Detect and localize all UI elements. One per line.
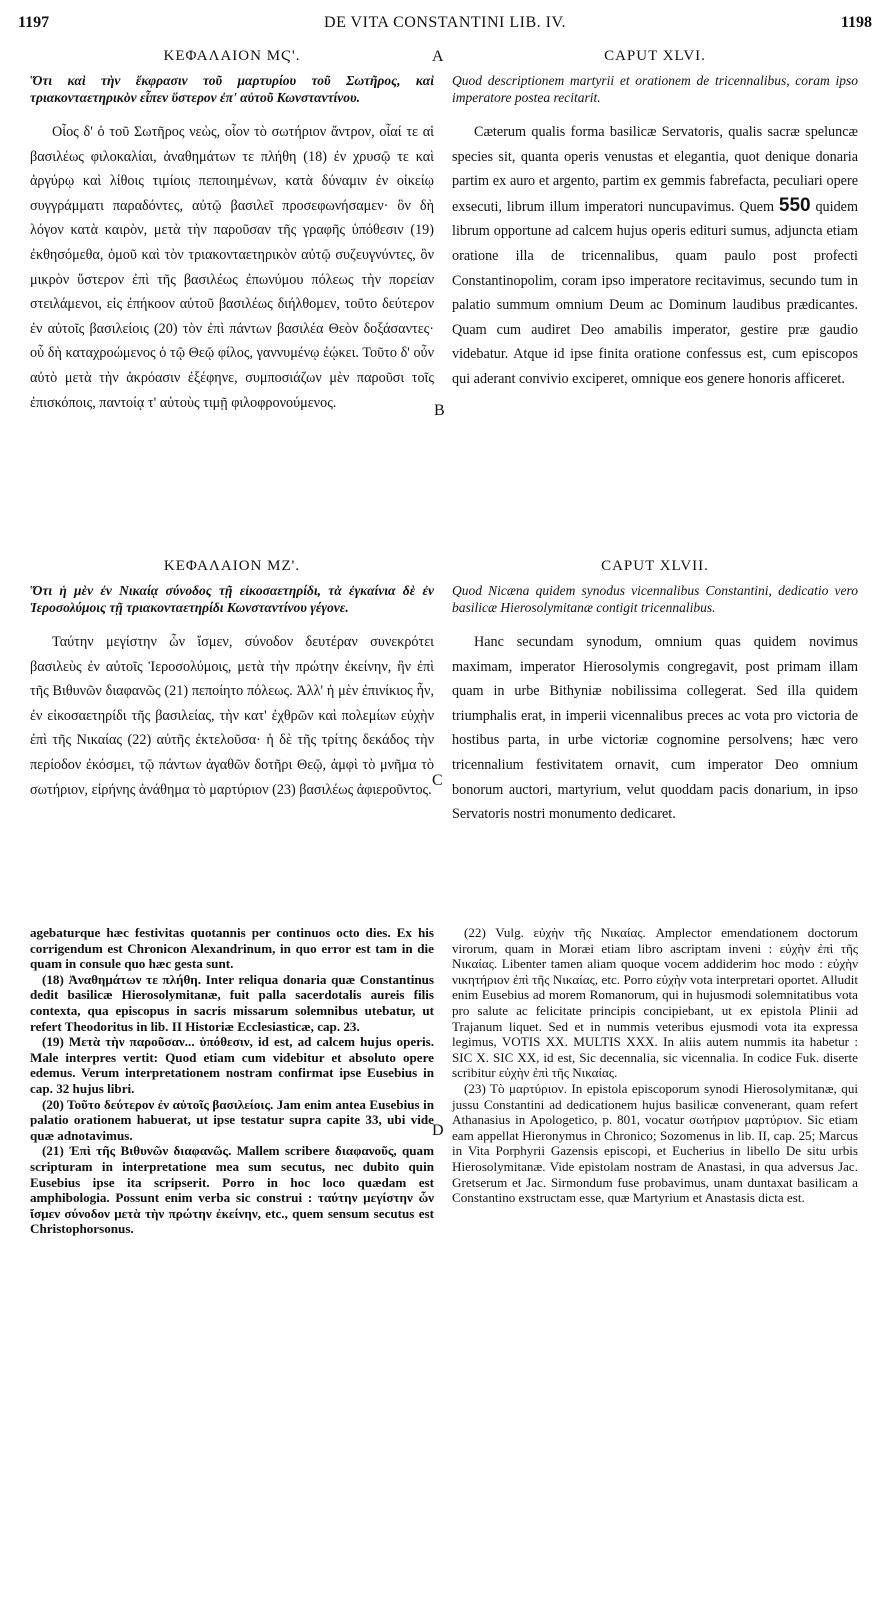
- chapter-heading: CAPUT XLVI.: [604, 48, 706, 64]
- footnotes-left: [30, 925, 434, 1237]
- footnote: (21) Ἐπὶ τῆς Βιθυνῶν διαφανῶς. Mallem scribere διαφανοῦς, quam scripturam in interpretatione mea sum secutus, nec dubito quin Eusebius ipse ita scripserit. Porro in hoc loco quædam est amphibologia. Possunt enim verba sic construi : ταύτην μεγίστην ὧν ἴσμεν σύνοδον μετὰ τὴν πρώτην ἐκείνην, etc., quem sensum secutus est Christophorsonus.: [30, 1143, 434, 1237]
- margin-letter-b: B: [434, 402, 445, 419]
- chapter-summary: Ὅτι ἡ μὲν ἐν Νικαίᾳ σύνοδος τῇ εἰκοσαετηρίδι, τὰ ἐγκαίνια δὲ ἐν Ἱεροσολύμοις τῇ τριακονταετηρίδι Κωνσταντίνου γέγονε.: [30, 583, 434, 615]
- page-number-left: 1197: [18, 14, 50, 31]
- chapter-text: Οἷος δ' ὁ τοῦ Σωτῆρος νεὼς, οἷον τὸ σωτήριον ἄντρον, οἷαί τε αἱ βασιλέως φιλοκαλίαι, ἀναθημάτων τε πλήθη (18) ἐν χρυσῷ τε καὶ ἀργύρῳ καὶ λίθοις τιμίοις πεποιημένων, κατὰ δύναμιν ἐν οἰκείῳ συγγράμματι παραδόντες, αὐτῷ βασιλεῖ προσεφωνήσαμεν· ὃν δὴ λόγον κατὰ καιρὸν, μετὰ τὴν παροῦσαν τῆς γραφῆς ὑπόθεσιν (19) ἐκθησόμεθα, ὁμοῦ καὶ τὸν τριακονταετηρικὸν αὐτῷ συζευγνύντες, ὃν μικρὸν ὕστερον ἐπὶ τῆς βασιλέως ἐπωνύμου πόλεως τὴν πορείαν στειλάμενοι, εἰς ἐπήκοον αὐτοῦ βασιλέως διήλθομεν, τοῦτο δεύτερον ἐν αὐτοῖς βασιλείοις (20) τὸν ἐπὶ πάντων βασιλέα Θεὸν δοξάσαντες· οὗ δὴ καταχροώμενος ὁ τῷ Θεῷ φίλος, γαννυμένῳ ἐῴκει. Τοῦτο δ' οὖν αὐτὸ μετὰ τὴν ἀκρόασιν ἐξέφηνε, συμποσιάζων μὲν παροῦσι τοῖς ἐπισκόποις, παντοίᾳ τ' αὐτοὺς τιμῇ φιλοφρονούμενος.: [30, 124, 434, 411]
- text-segment: Cæterum qualis forma basilicæ Servatoris, qualis sacræ speluncæ species sit, quanta operis venustas et elegantia, quot denique donaria partim ex auro et argento, partim ex gemmis fabrefacta, peculiari opere exsecuti, librum illum imperatori nuncupavimus. Quem: [452, 124, 858, 215]
- footnote: (19) Μετὰ τὴν παροῦσαν... ὑπόθεσιν, id est, ad calcem hujus operis. Male interpres vertit: Quod etiam cum videbitur et absoluto opere edemus. Verum interpretationem nostram confirmat ipse Eusebius in cap. 32 hujus libri.: [30, 1034, 434, 1096]
- chapter-summary: Ὅτι καὶ τὴν ἔκφρασιν τοῦ μαρτυρίου τοῦ Σωτῆρος, καὶ τριακονταετηρικὸν εἶπεν ὕστερον ἐπ' αὐτοῦ Κωνσταντίνου.: [30, 73, 434, 105]
- chapter-47-greek: [30, 556, 434, 802]
- chapter-summary: Quod descriptionem martyrii et orationem de tricennalibus, coram ipso imperatore postea recitarit.: [452, 73, 858, 105]
- footnote: agebaturque hæc festivitas quotannis per continuos octo dies. Ex his corrigendum est Chronicon Alexandrinum, in quo error est tam in die quam in consule quo hæc gesta sunt.: [30, 925, 434, 972]
- footnote: (20) Τοῦτο δεύτερον ἐν αὐτοῖς βασιλείοις. Jam enim antea Eusebius in palatio orationem habuerat, ut ipse testatur supra capite 33, ubi vide quæ adnotavimus.: [30, 1096, 434, 1143]
- book-title: DE VITA CONSTANTINI LIB. IV.: [324, 14, 566, 31]
- chapter-46-greek: [30, 46, 434, 415]
- chapter-text: Ταύτην μεγίστην ὧν ἴσμεν, σύνοδον δευτέραν συνεκρότει βασιλεὺς ἐν αὐτοῖς Ἱεροσολύμοις, μετὰ τὴν πρώτην ἐκείνην, ἣν ἐπὶ τῆς Βιθυνῶν διαφανῶς (21) πεποίητο πόλεως. Ἀλλ' ἡ μὲν ἐπινίκιος ἦν, ἐν εἰκοσαετηρίδι τῆς βασιλείας, τὴν κατ' ἐχθρῶν καὶ πολεμίων εὐχὴν ἐπὶ τῆς Νικαίας (22) αὐτῆς ἐκτελοῦσα· ἡ δὲ τῆς τρίτης δεκάδος τὴν περίοδον ἐκόσμει, τῷ πάντων ἀγαθῶν δοτῆρι Θεῷ, ἀμφὶ τὸ μνῆμα τὸ σωτήριον, εἰρήνης ἀνάθημα τὸ μαρτύριον (23) βασιλέως ἀφιεροῦντος.: [30, 634, 434, 798]
- margin-letter-c: C: [432, 772, 443, 789]
- chapter-text: Hanc secundam synodum, omnium quas quidem novimus maximam, imperator Hierosolymis congregavit, post primam illam quam in urbe Bithyniæ nobilissima collegerat. Sed illa quidem triumphalis erat, in imperii vicennalibus preces ac vota pro victoria de hostibus parta, in urbe victoriæ cognomine persolvens; hæc vero tricennalium festivitatem ornavit, cum imperator Deo omnium bonorum auctori, martyrium, velut quoddam pacis donarium, in ipso Servatoris nostri monumento dedicaret.: [452, 634, 858, 823]
- footnote: (23) Τὸ μαρτύριον. In epistola episcoporum synodi Hierosolymitanæ, qui jussu Constantini ad dedicationem hujus basilicæ convenerant, quam refert Athanasius in Apologetico, p. 801, vocatur σωτήριον μαρτύριον. Sic etiam eam appellat Hieronymus in Chronico; Sozomenus in lib. II, cap. 25; Marcus in Vita Porphyrii Gazensis episcopi, et Eucherius in libello De situ urbis Hierosolymitanæ. Vide epistolam nostram de Anastasi, in qua adversus Jac. Gretserum et Jac. Sirmondum fuse probavimus, unam duntaxat basilicam a Constantino exstructam esse, quæ Martyrium et Anastasis dicta est.: [452, 1080, 858, 1206]
- text-segment: quidem librum opportune ad calcem hujus operis edituri sumus, adjuncta etiam oratione illa de tricennalibus, quam paulo post profecti Constantinopolim, coram ipso imperatore recitavimus, secundo tum in palatio summum omnium Deum ac Dominum laudibus prædicantes. Quam cum audiret Deo amabilis imperator, gestire præ gaudio videbatur. Atque id ipse finita oratione confessus est, cum episcopos qui aderant convivio exciperet, omnique eos genere honoris afficeret.: [452, 198, 859, 387]
- chapter-heading: ΚΕΦΑΛΑΙΟΝ ΜΖ'.: [163, 558, 301, 574]
- footnote: (22) Vulg. εὐχὴν τῆς Νικαίας. Amplector emendationem doctorum virorum, quam in Moræi etiam libro ascriptam inveni : εὐχὴν ἐπὶ τῆς Νικαίας. Libenter tamen aliam quoque vocem addiderim hoc modo : εὐχὴν νικητήριον ἐπὶ τῆς Νικαίας, etc. Porro εὐχὴν vota interpretari oportet. Alludit enim Eusebius ad morem Romanorum, qui in hujusmodi solemnitatibus vota pro salute ac felicitate principis concipiebant, ut ex epistola Plinii ad Trajanum liquet. Sed et in nummis veteribus ejusmodi vota ita expressa legimus, VOTIS XX. MULTIS XXX. In aliis autem nummis ita habetur : SIC X. SIC XX, id est, Sic decennalia, sic vicennalia. In codice Fuk. diserte scribitur εὐχὴν ἐπὶ τῆς Νικαίας.: [452, 925, 858, 1081]
- chapter-text: [452, 120, 858, 392]
- margin-letter-d: D: [432, 1122, 444, 1139]
- edition-page-marker: 550: [778, 194, 811, 216]
- margin-letter-a: A: [432, 48, 444, 65]
- chapter-46-latin: [452, 46, 858, 392]
- chapter-heading: CAPUT XLVII.: [601, 558, 709, 574]
- running-head: [18, 14, 872, 38]
- footnotes-right: [452, 925, 858, 1206]
- footnote: (18) Ἀναθημάτων τε πλήθη. Inter reliqua donaria quæ Constantinus dedit basilicæ Hierosolymitanæ, fuit palla sacerdotalis aureis filis contexta, qua episcopus in sacris missarum solemnibus utebatur, ut refert Theodoritus in lib. II Historiæ Ecclesiasticæ, cap. 23.: [30, 971, 434, 1034]
- chapter-summary: Quod Nicæna quidem synodus vicennalibus Constantini, dedicatio vero basilicæ Hierosolymitanæ contigit tricennalibus.: [452, 583, 858, 615]
- chapter-heading: ΚΕΦΑΛΑΙΟΝ ΜϚ'.: [163, 48, 301, 64]
- chapter-47-latin: [452, 556, 858, 827]
- page-number-right: 1198: [840, 14, 872, 31]
